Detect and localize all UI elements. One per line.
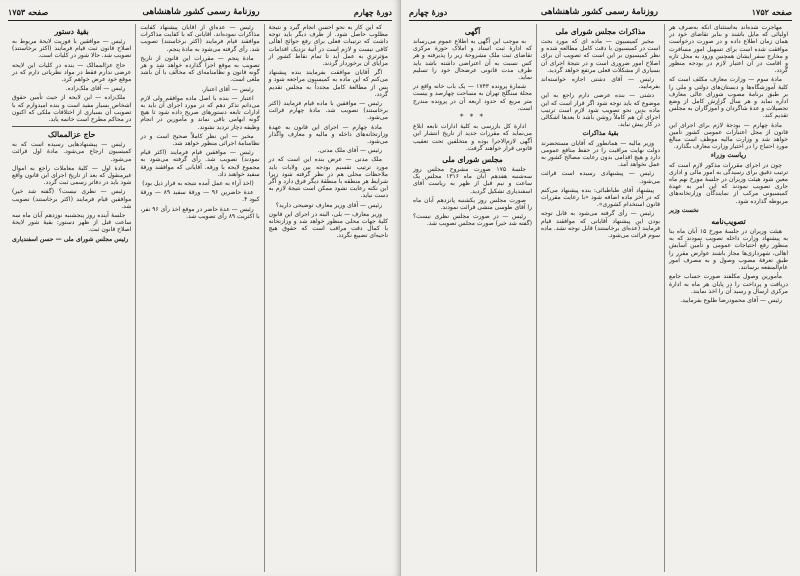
paragraph: رئیس — عده‌ای از آقایان پیشنهاد کفایت مذاکرات نموده‌اند. آقایانی که با کفایت مذاکرات موافقند قیام فرمایند (اکثر برخاستند) تصویب شد. رأی گرفته می‌شود به مادهٔ پنجم. (140, 24, 260, 53)
section-heading: مجلس شورای ملی (442, 155, 503, 165)
page-number-label: صفحه ۱۷۵۲ (751, 7, 792, 17)
paragraph: مأمورین وصول مکلفند صورت حساب جامع دریافت و پرداخت را در پایان هر ماه به ادارهٔ مرکزی ارسال و رسید آن را اخذ نمایند. (669, 273, 788, 295)
paragraph: مهاجرت شده‌اند به‌استثنای آنکه به‌صرف هر اولیائی که مایل باشند و بنابر تقاضای خود در همان زمان اطلاع داده و در صورت درخواست موافقت شده است برای تسهیل امور مسافرت و مخارج سفر ایشان همچنین ورود به محل تازه و اقامت در آن اعتبار لازم در بودجه منظور گردد. (669, 24, 788, 75)
paragraph: مادهٔ چهارم — اجرای این قانون به عهدهٔ وزارتخانه‌های داخله و مالیه و معارف واگذار می‌شود. (268, 123, 388, 146)
paragraph: صورت مجلس روز یکشنبه پانزدهم آبان ماه را آقای طوسی منشی قرائت نمودند. (413, 196, 532, 212)
paragraph: رئیس — پیشنهادی رسیده است قرائت می‌شود. (541, 170, 660, 185)
section-heading: حاج عزالممالک (48, 130, 96, 140)
period-label: دورهٔ چهارم (353, 7, 392, 17)
text-column (265, 24, 392, 572)
signature-line: نخست وزیر (669, 206, 699, 214)
paragraph: رئیس — آقای ملک‌زاده. (65, 85, 126, 93)
section-heading: مذاکرات مجلس شورای ملی (555, 27, 646, 36)
paragraph: رئیس — موافقین با ماده قیام فرمایند (اکثر برخاستند) تصویب شد. مادهٔ چهارم قرائت می‌شود. (268, 100, 388, 122)
paragraph: اعتبار — بنده با اصل ماده موافقم ولی لازم می‌دانم تذکر دهم که در مورد اجرای آن باید به ادارات تابعه دستورهای صریح داده شود تا هیچ گونه ابهامی باقی نماند و مأمورین در انجام وظیفه دچار تردید نشوند. (140, 94, 260, 131)
left-page-columns (8, 24, 392, 572)
paragraph: رئیس — آقای ملک مدنی. (317, 147, 382, 155)
right-page-header (409, 6, 792, 21)
subheading: ریاست وزراء (710, 151, 747, 160)
paragraph: جلسهٔ ۱۷۵ صورت مشروح مجلس روز سه‌شنبه هفدهم آبان ماه ۱۳۱۶ مجلس یک ساعت و نیم قبل از ظهر به ریاست آقای اسفندیاری تشکیل گردید. (413, 166, 532, 195)
paragraph: پیشنهاد آقای طباطبائی: بنده پیشنهاد می‌کنم که در آخر ماده اضافه شود «با رعایت مقررات قانون استخدام کشوری». (541, 186, 660, 209)
signature-line: رئیس مجلس شورای ملی — حسن اسفندیاری (12, 235, 129, 243)
paragraph: رئیس — نظری نیست؟ (گفته شد خیر) موافقین قیام فرمایند (اکثر برخاستند) تصویب شد. (12, 188, 132, 210)
paragraph: (اخذ آراء به عمل آمده نتیجه به قرار ذیل بود) (142, 180, 254, 188)
paragraph: به موجب این آگهی به اطلاع عموم می‌رساند که ادارهٔ ثبت اسناد و املاک حوزهٔ مرکزی تقاضای ثبت ملک مشروحهٔ زیر را پذیرفته و هر کس نسبت به آن اعتراضی داشته باشد باید ظرف مدت قانونی عرضحال خود را تسلیم نماید. (413, 38, 532, 82)
paragraph: جلسهٔ آینده روز پنجشنبه نوزدهم آبان ماه سه ساعت قبل از ظهر دستور: بقیهٔ شور لایحهٔ اصلاح قانون ثبت. (12, 212, 132, 234)
paragraph: رئیس — پیشنهادهایی رسیده است که به کمیسیون ارجاع می‌شود. مادهٔ اول قرائت می‌شود. (12, 141, 132, 163)
text-column (136, 24, 264, 572)
paragraph: رئیس — عدهٔ حاضر در موقع اخذ رأی ۹۶ نفر، با اکثریت ۸۹ رأی تصویب شد. (140, 205, 260, 220)
paragraph: رئیس — در صورت مجلس نظری نیست؟ (گفته شد خیر) صورت مجلس تصویب شد. (413, 213, 532, 228)
paragraph: رئیس — آقای وزیر معارف توضیحی دارید؟ (275, 201, 382, 209)
column-rule (12, 126, 131, 127)
right-page-columns (409, 24, 792, 572)
section-heading: آگهی (464, 27, 481, 36)
paragraph: ملک‌زاده — این لایحه از حیث تأمین حقوق اشخاص بسیار مفید است و بنده امیدوارم که با تصویب آن بسیاری از اختلافات ملکی که اکنون در محاکم مطرح است خاتمه یابد. (12, 94, 132, 124)
paragraph: وزیر مالیه — همانطور که آقایان مستحضرند دولت نهایت مراقبت را در حفظ منافع عمومی دارد و هیچ اقدامی بدون رعایت مصالح کشور به عمل نخواهد آمد. (541, 139, 660, 169)
period-label: دورهٔ چهارم (409, 7, 448, 17)
text-column (8, 24, 136, 572)
paragraph: رئیس — موافقین قیام فرمایند (اکثر قیام نمودند) تصویب شد. رأی گرفته می‌شود به مجموع لایحه با ورقه. آقایانی که موافقند ورقهٔ سفید خواهند داد. (140, 149, 260, 178)
paragraph: شمارهٔ پرونده ۱۷۴۳ — یک باب خانه واقع در محلهٔ سنگلج تهران به مساحت چهارصد و بیست متر مربع که حدود اربعه آن در پرونده مندرج است. (413, 83, 532, 112)
paragraph: مادهٔ اول — کلیهٔ معاملات راجع به اموال غیرمنقول که بعد از تاریخ اجرای این قانون واقع شود باید در دفاتر رسمی ثبت گردد. (12, 164, 132, 187)
paragraph: رئیس — آقای اعتبار. (201, 85, 254, 93)
paragraph: رئیس — آقای محمودرضا طلوع بفرمایید. (680, 296, 782, 304)
section-heading: بقیهٔ دستور (54, 27, 89, 36)
subheading: بقیهٔ مذاکرات (582, 129, 619, 138)
page-number-label: صفحه ۱۷۵۳ (8, 7, 49, 17)
paragraph: مخبر کمیسیون — ماده ای که مورد بحث است در کمیسیون با دقت کامل مطالعه شده و نظر کمیسیون بر این است که تصویب آن برای اصلاح امور ضروری است و در نتیجهٔ اجرای آن بسیاری از مشکلات فعلی مرتفع خواهد گردید. (541, 38, 660, 74)
paragraph: مادهٔ چهارم — بودجهٔ لازم برای اجرای این قانون از محل اعتبارات عمومی کشور تأمین خواهد شد و وزارت مالیه موظف است مبالغ مورد احتیاج را در اختیار وزارت معارف بگذارد. (669, 121, 788, 151)
paragraph: ادارهٔ کل بازرسی به کلیهٔ ادارات تابعه ابلاغ می‌نماید که مقررات جدید از تاریخ انتشار این آگهی لازم‌الاجرا بوده و متخلفین تحت تعقیب قانونی قرار خواهند گرفت. (413, 123, 532, 152)
paragraph: رئیس — موافقین با فوریت لایحهٔ مربوط به اصلاح قانون ثبت قیام فرمایند (اکثر برخاستند) تصویب شد. حالا شور در کلیات است. (12, 38, 132, 60)
ornament-divider: * * * (460, 113, 485, 122)
paragraph: مخبر — این نظر کاملاً صحیح است و در نظامنامهٔ اجرائی منظور خواهد شد. (140, 132, 260, 148)
section-heading: تصویب‌نامه (711, 217, 746, 227)
text-column (537, 24, 665, 572)
paragraph: که این کار به نحو احسن انجام گیرد و نتیجهٔ مطلوب حاصل شود. از طرف دیگر باید توجه داشت که ترتیبات فعلی برای رفع حوائج اهالی کافی نیست و لازم است در آتیهٔ نزدیک اقدامات مؤثرتری به عمل آید تا تمام نقاط کشور از مزایای آن برخوردار گردند. (268, 24, 388, 68)
paragraph: وزیر معارف — بلی، البته در اجرای این قانون کلیهٔ جهات محلی منظور خواهد شد و وزارتخانه با کمال دقت مراقب است که حقوق هیچ ناحیه‌ای تضییع نگردد. (268, 210, 388, 240)
paragraph: عدهٔ حاضرین ۹۶ — ورقهٔ سفید ۸۹ — ورقهٔ کبود ۴. (140, 189, 260, 204)
left-page-header (8, 6, 392, 21)
right-page (400, 0, 800, 576)
paragraph: چون در اجرای مقررات مذکور لازم است که ترتیب دقیق برای رسیدگی به امور مالی و اداری معین شود هیئت وزیران در جلسهٔ مورخ نهم ماه جاری تصویب نمودند که این امر به عهدهٔ کمیسیونی مرکب از نمایندگان وزارتخانه‌های مربوطه گذارده شود. (669, 161, 788, 205)
gazette-title: روزنامهٔ رسمی کشور شاهنشاهی (142, 7, 260, 17)
paragraph: حاج عزالممالک — بنده در کلیات این لایحه عرضی ندارم فقط در مواد نظریاتی دارم که در موقع خود عرض خواهم کرد. (12, 61, 132, 84)
text-column (409, 24, 537, 572)
paragraph: دشتی — بنده عرضی دارم راجع به این موضوع که باید توجه شود اگر قرار است که این ماده بدین نحو تصویب شود لازم است ترتیب اجرای آن هم کاملاً روشن باشد تا بعدها اشکالی در کار پیش نیاید. (541, 92, 660, 129)
paragraph: رئیس — آقای دشتی اجازه خواسته‌اند بفرمایید. (541, 76, 660, 91)
text-column (665, 24, 792, 572)
paragraph: مادهٔ سوم — وزارت معارف مکلف است که کلیهٔ آموزشگاه‌ها و دبستان‌های دولتی و ملی را بر طبق برنامهٔ مصوب شورای عالی معارف اداره نماید و هر سال گزارش کامل از وضع تحصیلات و عدهٔ شاگردان و آموزگاران به مجلس تقدیم کند. (669, 76, 788, 120)
paragraph: هیئت وزیران در جلسهٔ مورخ ۱۵ آبان ماه بنا به پیشنهاد وزارت داخله تصویب نمودند که به منظور رفع احتیاجات عمومی و تأمین آسایش اهالی، شهرداری‌ها مجاز باشند عوارض مقرر را طبق تعرفهٔ مصوب وصول و به مصرف امور عام‌المنفعه برسانند. (669, 228, 788, 272)
paragraph: مادهٔ پنجم — مقررات این قانون از تاریخ تصویب به موقع اجرا گذارده خواهد شد و هر گونه قانون و نظامنامه‌ای که مخالف با آن باشد ملغی است. (140, 54, 260, 84)
paragraph: ملک مدنی — عرض بنده این است که در مورد ترتیب تقسیم بودجه بین ولایات باید ملاحظات محلی هم در نظر گرفته شود زیرا شرایط هر منطقه با منطقهٔ دیگر فرق دارد و اگر این نکته رعایت نشود ممکن است نتیجهٔ لازم به دست نیاید. (268, 156, 388, 200)
gazette-title: روزنامهٔ رسمی کشور شاهنشاهی (540, 7, 658, 17)
paragraph: رئیس — رأی گرفته می‌شود به قابل توجه بودن این پیشنهاد آقایانی که موافقند قیام فرمایند (عده‌ای برخاستند) قابل توجه نشد. ماده سوم قرائت می‌شود. (541, 210, 660, 240)
paragraph: اگر آقایان موافقت بفرمایند بنده پیشنهاد می‌کنم که این ماده به کمیسیون مراجعه شود و پس از مطالعهٔ کامل مجدداً به مجلس تقدیم گردد. (268, 69, 388, 98)
